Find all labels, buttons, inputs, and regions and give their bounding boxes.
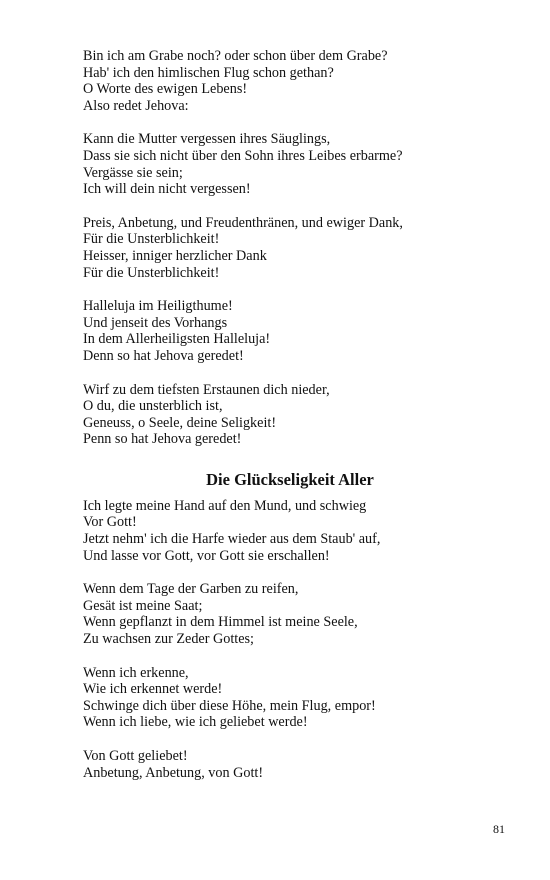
verse-line: Wirf zu dem tiefsten Erstaunen dich nieder, — [83, 381, 330, 398]
verse-line: Halleluja im Heiligthume! — [83, 298, 233, 315]
verse-line: Preis, Anbetung, und Freudenthränen, und ewiger Dank, — [83, 214, 403, 231]
verse-line: Kann die Mutter vergessen ihres Säuglings, — [83, 131, 331, 148]
verse-line: Von Gott geliebet! — [83, 748, 188, 764]
verse-line: Für die Unsterblichkeit! — [83, 264, 220, 281]
verse-line: Ich legte meine Hand auf den Mund, und schwieg — [83, 497, 367, 514]
verse-line: Anbetung, Anbetung, von Gott! — [83, 764, 264, 781]
stanza — [83, 665, 473, 731]
stanza — [83, 498, 473, 564]
verse-line: O Worte des ewigen Lebens! — [83, 81, 248, 98]
poem-continued — [83, 48, 473, 448]
stanza — [83, 581, 473, 647]
book-page — [83, 48, 473, 781]
stanza — [83, 298, 473, 364]
verse-line: Und lasse vor Gott, vor Gott sie erschallen! — [83, 547, 330, 564]
verse-line: Heisser, inniger herzlicher Dank — [83, 247, 267, 264]
verse-line: Für die Unsterblichkeit! — [83, 231, 220, 248]
verse-line: In dem Allerheiligsten Halleluja! — [83, 331, 271, 348]
verse-line: Wenn gepflanzt in dem Himmel ist meine Seele, — [83, 614, 358, 631]
verse-line: Schwinge dich über diese Höhe, mein Flug, empor! — [83, 697, 376, 714]
verse-line: O du, die unsterblich ist, — [83, 398, 223, 415]
verse-line: Penn so hat Jehova geredet! — [83, 431, 242, 448]
verse-line: Wenn ich liebe, wie ich geliebet werde! — [83, 714, 308, 731]
verse-line: Vor Gott! — [83, 514, 137, 531]
verse-line: Hab' ich den himlischen Flug schon gethan? — [83, 64, 334, 81]
poem-new — [83, 498, 473, 781]
verse-line: Ich will dein nicht vergessen! — [83, 181, 251, 198]
verse-line: Gesät ist meine Saat; — [83, 597, 203, 614]
verse-line: Und jenseit des Vorhangs — [83, 314, 228, 331]
verse-line: Geneuss, o Seele, deine Seligkeit! — [83, 414, 277, 431]
page-number: 81 — [493, 822, 505, 836]
verse-line: Wie ich erkennet werde! — [83, 681, 223, 698]
verse-line: Zu wachsen zur Zeder Gottes; — [83, 631, 254, 648]
stanza — [83, 131, 473, 197]
verse-line: Dass sie sich nicht über den Sohn ihres Leibes erbarme? — [83, 147, 403, 164]
verse-line: Bin ich am Grabe noch? oder schon über dem Grabe? — [83, 48, 388, 64]
verse-line: Also redet Jehova: — [83, 97, 189, 114]
verse-line: Wenn dem Tage der Garben zu reifen, — [83, 581, 299, 598]
stanza — [83, 748, 473, 781]
poem-title: Die Glückseligkeit Aller — [206, 469, 374, 489]
stanza — [83, 382, 473, 448]
verse-line: Wenn ich erkenne, — [83, 664, 189, 681]
verse-line: Vergässe sie sein; — [83, 164, 183, 181]
verse-line: Jetzt nehm' ich die Harfe wieder aus dem Staub' auf, — [83, 531, 381, 548]
stanza — [83, 48, 473, 114]
stanza — [83, 215, 473, 281]
verse-line: Denn so hat Jehova geredet! — [83, 347, 244, 364]
